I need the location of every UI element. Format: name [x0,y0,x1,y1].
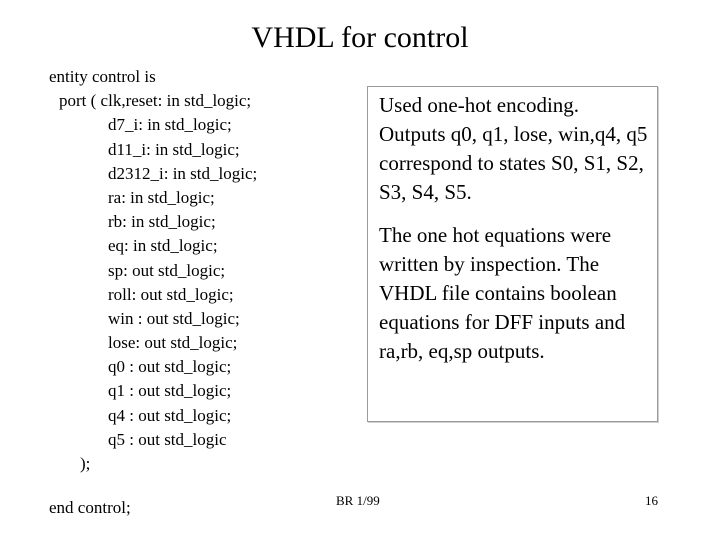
code-line-q1: q1 : out std_logic; [108,381,232,401]
code-line-d2312: d2312_i: in std_logic; [108,163,258,183]
code-line-d11: d11_i: in std_logic; [108,139,240,159]
code-line-q4: q4 : out std_logic; [108,405,232,425]
vhdl-code-block [49,65,257,476]
code-line-sp: sp: out std_logic; [108,260,226,280]
code-line-end-control: end control; [49,498,131,517]
code-line-close-paren: ); [80,454,91,473]
code-line-entity: entity control is [49,67,156,86]
code-line-q0: q0 : out std_logic; [108,357,232,377]
code-line-port: port ( clk,reset: in std_logic; [59,91,252,111]
code-line-roll: roll: out std_logic; [108,284,234,304]
notes-box [367,86,658,422]
code-line-q5: q5 : out std_logic [108,429,227,449]
code-line-eq: eq: in std_logic; [108,236,218,256]
code-line-win: win : out std_logic; [108,308,240,328]
code-line-lose: lose: out std_logic; [108,333,238,353]
code-line-rb: rb: in std_logic; [108,212,216,232]
footer-page-number: 16 [645,493,658,508]
footer-author-date: BR 1/99 [336,493,380,508]
notes-paragraph-encoding: Used one-hot encoding. Outputs q0, q1, lose, win,q4, q5 correspond to states S0, S1, S2, S3, S4, S5. [379,93,648,204]
code-line-d7: d7_i: in std_logic; [108,115,232,135]
slide-title: VHDL for control [251,21,469,54]
notes-paragraph-equations: The one hot equations were written by inspection. The VHDL file contains boolean equations for DFF inputs and ra,rb, eq,sp outputs. [379,223,626,363]
code-line-ra: ra: in std_logic; [108,187,215,207]
